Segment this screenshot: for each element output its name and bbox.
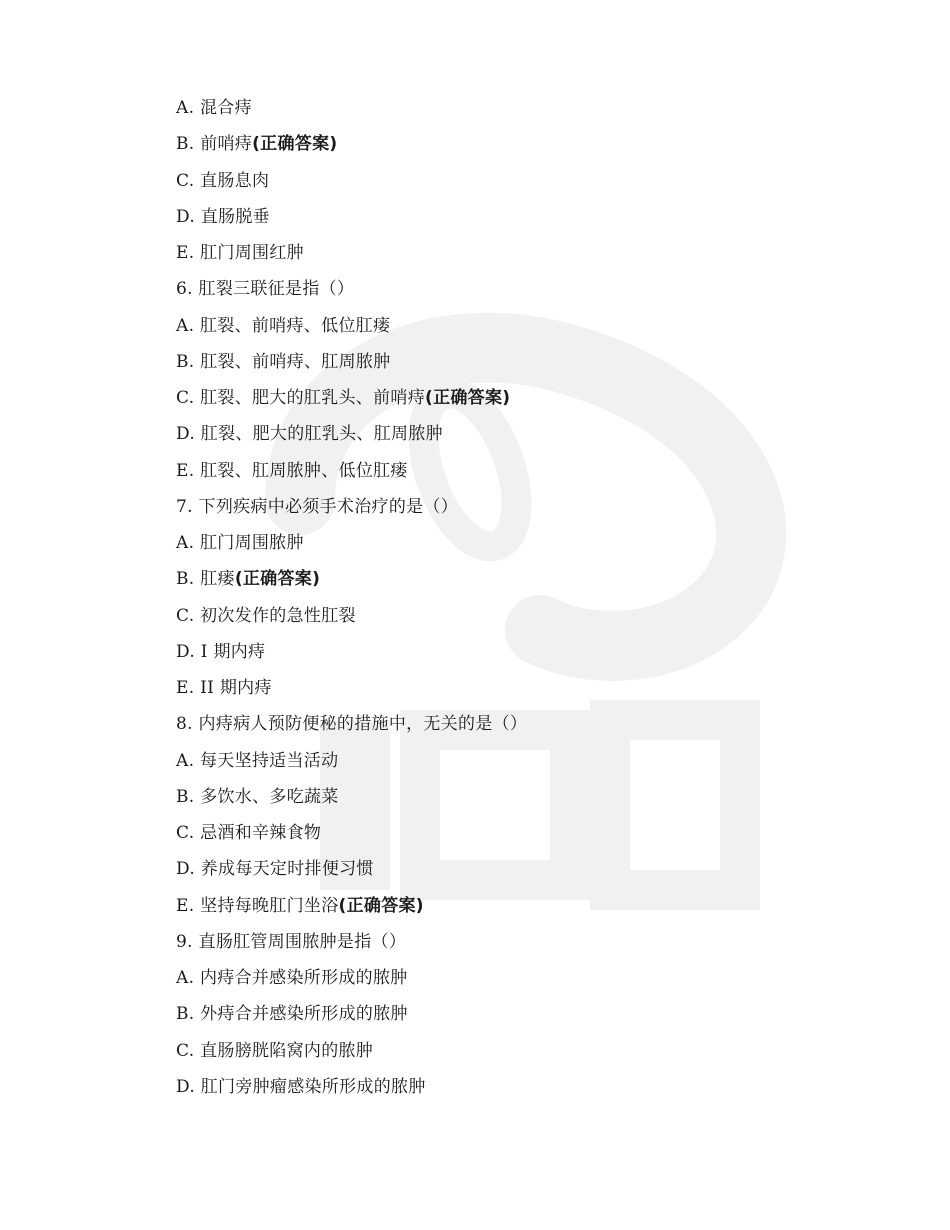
document-line — [176, 271, 896, 307]
document-line — [176, 126, 896, 162]
line-text: C. 直肠膀胱陷窝内的脓肿 — [176, 1040, 374, 1061]
document-line — [176, 960, 896, 996]
document-line — [176, 598, 896, 634]
document-line — [176, 670, 896, 706]
line-text: B. 多饮水、多吃蔬菜 — [176, 786, 339, 807]
document-line — [176, 344, 896, 380]
document-line — [176, 634, 896, 670]
line-text: E. 肛门周围红肿 — [176, 243, 304, 263]
document-line — [176, 779, 896, 815]
line-text: A. 混合痔 — [176, 98, 252, 118]
line-text: C. 肛裂、肥大的肛乳头、前哨痔 — [176, 388, 426, 408]
correct-answer-mark: (正确答案) — [234, 569, 321, 590]
document-line — [176, 924, 896, 960]
document-line — [176, 235, 896, 271]
document-line — [176, 489, 896, 525]
question-list — [176, 90, 896, 1105]
line-text: E. 坚持每晚肛门坐浴 — [176, 895, 339, 916]
line-text: 7. 下列疾病中必须手术治疗的是（） — [176, 496, 459, 517]
line-text: A. 肛门周围脓肿 — [176, 533, 304, 553]
document-line — [176, 308, 896, 344]
document-line — [176, 815, 896, 851]
document-line — [176, 525, 896, 561]
document-line — [176, 90, 896, 126]
document-line — [176, 743, 896, 779]
line-text: D. I 期内痔 — [176, 641, 266, 662]
document-line — [176, 416, 896, 452]
correct-answer-mark: (正确答案) — [252, 134, 338, 155]
document-line — [176, 706, 896, 742]
document-line — [176, 561, 896, 597]
document-line — [176, 888, 896, 924]
line-text: B. 前哨痔 — [176, 134, 253, 155]
document-line — [176, 1069, 896, 1105]
document-line — [176, 851, 896, 887]
line-text: C. 初次发作的急性肛裂 — [176, 605, 356, 626]
line-text: B. 外痔合并感染所形成的脓肿 — [176, 1004, 408, 1025]
correct-answer-mark: (正确答案) — [338, 895, 424, 916]
line-text: D. 肛裂、肥大的肛乳头、肛周脓肿 — [176, 424, 443, 445]
document-line — [176, 380, 896, 416]
line-text: 8. 内痔病人预防便秘的措施中，无关的是（） — [176, 714, 528, 735]
document-line — [176, 163, 896, 199]
correct-answer-mark: (正确答案) — [425, 388, 511, 408]
line-text: E. II 期内痔 — [176, 678, 272, 698]
line-text: C. 直肠息肉 — [176, 170, 270, 191]
line-text: D. 直肠脱垂 — [176, 206, 270, 227]
line-text: A. 内痔合并感染所形成的脓肿 — [176, 968, 408, 988]
line-text: A. 每天坚持适当活动 — [176, 750, 339, 771]
document-line — [176, 996, 896, 1032]
line-text: E. 肛裂、肛周脓肿、低位肛瘘 — [176, 460, 408, 481]
line-text: 6. 肛裂三联征是指（） — [176, 279, 355, 300]
line-text: B. 肛裂、前哨痔、肛周脓肿 — [176, 351, 391, 372]
document-line — [176, 1033, 896, 1069]
document-line — [176, 199, 896, 235]
line-text: A. 肛裂、前哨痔、低位肛瘘 — [176, 315, 391, 336]
line-text: D. 养成每天定时排便习惯 — [176, 859, 374, 880]
document-line — [176, 453, 896, 489]
line-text: D. 肛门旁肿瘤感染所形成的脓肿 — [176, 1076, 426, 1097]
line-text: 9. 直肠肛管周围脓肿是指（） — [176, 931, 407, 952]
line-text: B. 肛瘘 — [176, 569, 235, 590]
line-text: C. 忌酒和辛辣食物 — [176, 823, 322, 843]
